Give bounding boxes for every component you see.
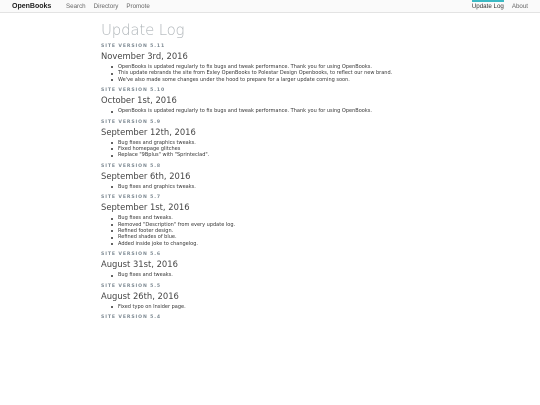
page-title: Update Log — [101, 21, 185, 39]
site-version-label: SITE VERSION 5.5 — [101, 283, 162, 289]
update-entry — [101, 43, 461, 83]
nav-link-directory[interactable]: Directory — [93, 3, 119, 10]
release-date: September 6th, 2016 — [101, 170, 191, 181]
change-item: Fixed homepage glitches — [110, 146, 461, 152]
change-item: Bug fixes and tweaks. — [110, 215, 461, 221]
site-version-label: SITE VERSION 5.10 — [101, 88, 166, 94]
change-item: OpenBooks is updated regularly to fix bugs and tweak performance. Thank you for using OpenBooks. — [110, 108, 461, 114]
change-item: Fixed typo on Insider page. — [110, 304, 461, 310]
nav-right-links — [472, 0, 528, 13]
release-date: October 1st, 2016 — [101, 95, 177, 106]
update-entry — [101, 283, 461, 310]
update-entries — [101, 43, 461, 322]
change-list — [101, 184, 461, 190]
change-item: We've also made some changes under the hood to prepare for a larger update coming soon. — [110, 77, 461, 83]
change-list — [101, 64, 461, 83]
update-entry — [101, 119, 461, 159]
change-list — [101, 108, 461, 114]
site-version-label: SITE VERSION 5.7 — [101, 195, 162, 201]
release-date: September 12th, 2016 — [101, 126, 196, 137]
top-navbar — [0, 0, 540, 13]
update-entry — [101, 163, 461, 190]
update-entry — [101, 251, 461, 278]
nav-link-about[interactable]: About — [511, 3, 528, 10]
release-date: August 26th, 2016 — [101, 290, 179, 301]
change-item: Bug fixes and graphics tweaks. — [110, 184, 461, 190]
nav-link-update-log[interactable]: Update Log — [472, 0, 504, 13]
change-list — [101, 215, 461, 247]
update-entry — [101, 194, 461, 247]
change-list — [101, 304, 461, 310]
site-version-label: SITE VERSION 5.4 — [101, 315, 162, 321]
brand-logo-link[interactable]: OpenBooks — [12, 3, 52, 10]
change-list — [101, 272, 461, 278]
change-item: This update rebrands the site from Exley OpenBooks to Polestar Design Openbooks, to reflect our new brand. — [110, 70, 461, 76]
change-item: Bug fixes and tweaks. — [110, 272, 461, 278]
release-date: November 3rd, 2016 — [101, 51, 188, 61]
change-item: Replace "9Bplus" with "Sprinteclad". — [110, 152, 461, 158]
nav-left-links — [66, 3, 150, 10]
site-version-label: SITE VERSION 5.8 — [101, 163, 162, 169]
site-version-label: SITE VERSION 5.6 — [101, 252, 162, 258]
site-version-label: SITE VERSION 5.9 — [101, 119, 162, 125]
change-item: Removed "Description" from every update log. — [110, 222, 461, 228]
change-item: Added inside joke to changelog. — [110, 241, 461, 247]
change-item: Refined shades of blue. — [110, 234, 461, 240]
release-date: September 1st, 2016 — [101, 202, 190, 213]
update-entry — [101, 314, 461, 322]
update-log-content — [101, 20, 461, 322]
change-item: OpenBooks is updated regularly to fix bugs and tweak performance. Thank you for using OpenBooks. — [110, 64, 461, 70]
site-version-label: SITE VERSION 5.11 — [101, 44, 166, 49]
change-list — [101, 140, 461, 159]
release-date: August 31st, 2016 — [101, 259, 178, 270]
update-entry — [101, 87, 461, 114]
nav-link-promote[interactable]: Promote — [126, 3, 150, 10]
change-item: Bug fixes and graphics tweaks. — [110, 140, 461, 146]
nav-link-search[interactable]: Search — [66, 3, 86, 10]
change-item: Refined footer design. — [110, 228, 461, 234]
